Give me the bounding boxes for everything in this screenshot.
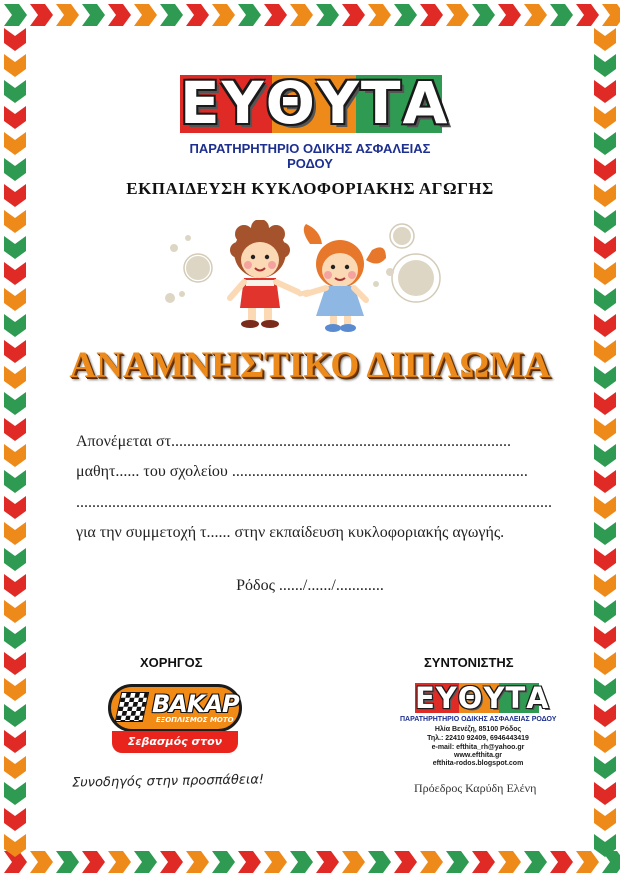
chevron <box>472 851 495 873</box>
chevron <box>594 132 616 155</box>
chevron <box>420 851 443 873</box>
chevron <box>594 522 616 545</box>
chevron <box>594 652 616 675</box>
chevron <box>594 288 616 311</box>
chevron <box>594 236 616 259</box>
chevron <box>594 626 616 649</box>
chevron <box>30 851 53 873</box>
chevron <box>4 158 26 181</box>
logo-text: ΕΥΘΥΤΑ <box>180 69 450 137</box>
coord-logo-text: ΕΥΘΥΤΑ <box>415 681 550 715</box>
chevron <box>524 851 547 873</box>
chevron <box>594 496 616 519</box>
chevron <box>4 54 26 77</box>
chevron <box>4 808 26 831</box>
chevron <box>30 4 53 26</box>
chevron <box>594 444 616 467</box>
chevron <box>594 548 616 571</box>
chevron <box>160 4 183 26</box>
chevron <box>4 262 26 285</box>
chevron <box>290 4 313 26</box>
chevron <box>4 678 26 701</box>
coordinator-label: ΣΥΝΤΟΝΙΣΤΗΣ <box>424 655 514 670</box>
chevron <box>134 4 157 26</box>
chevron <box>4 496 26 519</box>
sponsor-label: ΧΟΡΗΓΟΣ <box>140 655 203 670</box>
coordinator-president: Πρόεδρος Καρύδη Ελένη <box>414 781 537 795</box>
student-school-line: μαθητ...... του σχολείου .......................................................................... <box>76 463 528 480</box>
date-line: Ρόδος ....../....../............ <box>236 577 384 594</box>
chevron <box>238 4 261 26</box>
blank-line: ....................................................................................................................... <box>76 494 552 511</box>
participation-line: για την συμμετοχή τ...... στην εκπαίδευση κυκλοφοριακής αγωγής. <box>76 524 505 541</box>
sponsor-handwritten-note: Συνοδηγός στην προσπάθεια! <box>71 772 265 791</box>
chevron <box>524 4 547 26</box>
chevron <box>160 851 183 873</box>
chevron <box>594 28 616 51</box>
chevron <box>82 4 105 26</box>
chevron <box>4 418 26 441</box>
chevron <box>394 851 417 873</box>
chevron <box>290 851 313 873</box>
coord-email: e-mail: efthita_rh@yahoo.gr <box>431 744 525 751</box>
chevron <box>594 704 616 727</box>
chevron <box>594 678 616 701</box>
chevron <box>342 851 365 873</box>
chevron <box>550 4 573 26</box>
chevron <box>594 314 616 337</box>
chevron <box>316 851 339 873</box>
chevron <box>4 626 26 649</box>
certificate-title: ΑΝΑΜΝΗΣΤΙΚΟ ΔΙΠΛΩΜΑ <box>69 345 551 386</box>
chevron <box>4 782 26 805</box>
coord-phone: Τηλ.: 22410 92409, 6946443419 <box>427 735 529 742</box>
chevron <box>4 444 26 467</box>
chevron <box>498 851 521 873</box>
chevron <box>4 80 26 103</box>
chevron <box>316 4 339 26</box>
sponsor-badge <box>108 684 242 770</box>
coordinator-logo <box>415 681 550 715</box>
coord-address: Ηλία Βενέζη, 85100 Ρόδος <box>434 726 522 733</box>
chevron <box>4 106 26 129</box>
chevron <box>368 851 391 873</box>
chevron <box>498 4 521 26</box>
chevron <box>4 652 26 675</box>
chevron <box>108 851 131 873</box>
chevron <box>56 851 79 873</box>
chevron <box>594 808 616 831</box>
chevron <box>576 851 599 873</box>
coord-blog: efthita-rodos.blogspot.com <box>432 760 524 767</box>
chevron <box>108 4 131 26</box>
chevron <box>446 4 469 26</box>
chevron <box>4 522 26 545</box>
chevron <box>446 851 469 873</box>
chevron <box>576 4 599 26</box>
chevron <box>472 4 495 26</box>
chevron <box>594 600 616 623</box>
chevron <box>82 851 105 873</box>
chevron <box>550 851 573 873</box>
chevron <box>4 288 26 311</box>
chevron <box>264 4 287 26</box>
chevron <box>264 851 287 873</box>
chevron <box>4 236 26 259</box>
girl-figure <box>300 224 386 332</box>
chevron <box>594 262 616 285</box>
page-heading: ΕΚΠΑΙΔΕΥΣΗ ΚΥΚΛΟΦΟΡΙΑΚΗΣ ΑΓΩΓΗΣ <box>126 179 494 198</box>
coord-logo-subtitle: ΠΑΡΑΤΗΡΗΤΗΡΙΟ ΟΔΙΚΗΣ ΑΣΦΑΛΕΙΑΣ ΡΟΔΟΥ <box>400 716 557 723</box>
chevron <box>394 4 417 26</box>
coord-web: www.efthita.gr <box>454 752 502 759</box>
sponsor-brand-sub: ΕΞΟΠΛΙΣΜΟΣ ΜΟΤΟ <box>156 716 234 724</box>
sponsor-slogan: Σεβασμός στον Αναβάτη! <box>112 731 238 753</box>
efthita-logo <box>180 69 450 137</box>
chevron <box>594 158 616 181</box>
chevron <box>342 4 365 26</box>
chevron <box>594 392 616 415</box>
chevron <box>4 132 26 155</box>
chevron <box>186 851 209 873</box>
chevron <box>134 851 157 873</box>
children-illustration <box>160 220 450 340</box>
chevron <box>212 4 235 26</box>
chevron <box>594 730 616 753</box>
chevron <box>4 392 26 415</box>
chevron <box>4 756 26 779</box>
chevron <box>4 730 26 753</box>
chevron <box>4 4 27 26</box>
chevron <box>4 704 26 727</box>
chevron <box>4 314 26 337</box>
chevron <box>4 548 26 571</box>
chevron <box>4 210 26 233</box>
chevron <box>4 470 26 493</box>
award-line: Απονέμεται στ..................................................................................... <box>76 433 512 450</box>
chevron <box>594 470 616 493</box>
chevron <box>238 851 261 873</box>
chevron <box>594 756 616 779</box>
chevron <box>4 28 26 51</box>
chevron <box>56 4 79 26</box>
chevron <box>594 418 616 441</box>
logo-subtitle: ΠΑΡΑΤΗΡΗΤΗΡΙΟ ΟΔΙΚΗΣ ΑΣΦΑΛΕΙΑΣ ΡΟΔΟΥ <box>189 141 431 171</box>
chevron <box>594 210 616 233</box>
chevron <box>212 851 235 873</box>
chevron <box>186 4 209 26</box>
chevron <box>594 54 616 77</box>
boy-figure <box>230 220 298 328</box>
chevron <box>420 4 443 26</box>
chevron <box>594 80 616 103</box>
chevron <box>594 106 616 129</box>
chevron <box>594 782 616 805</box>
chevron <box>368 4 391 26</box>
chevron <box>4 600 26 623</box>
sponsor-brand: ΒΑΚΑΡ <box>152 690 239 718</box>
chevron <box>602 4 620 26</box>
